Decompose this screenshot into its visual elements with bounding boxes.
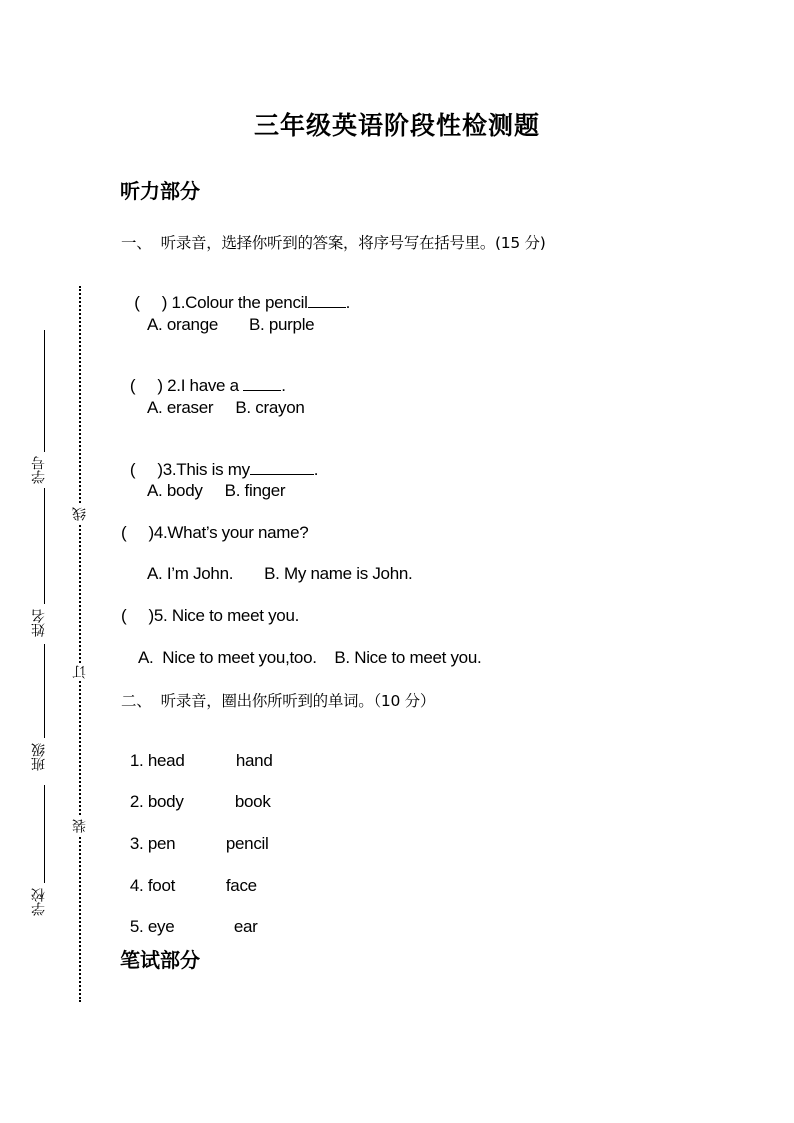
- mount-label: 装: [72, 819, 88, 833]
- binding-label: 订: [72, 665, 88, 679]
- word-item: [121, 856, 257, 896]
- word-item: [121, 814, 269, 854]
- part2-instruction: 二、 听录音，圈出你所听到的单词。（10 分）: [121, 692, 436, 710]
- question-5: ( )5. Nice to meet you.: [121, 606, 300, 625]
- class-label: 班级: [31, 743, 47, 771]
- word-item: [121, 897, 258, 937]
- word-option-a: foot: [147, 876, 176, 895]
- school-underline: [44, 785, 45, 883]
- question-4-options: A. I’m John. B. My name is John.: [147, 564, 413, 583]
- question-3-stem: ( )3.This is my: [129, 460, 250, 479]
- item-number: 4.: [129, 876, 144, 895]
- question-5-options: A. Nice to meet you,too. B. Nice to meet you.: [138, 648, 482, 667]
- question-2-options: A. eraser B. crayon: [147, 398, 305, 417]
- question-1-end: .: [345, 293, 351, 312]
- name-label: 姓名: [31, 609, 47, 637]
- page-title: 三年级英语阶段性检测题: [253, 111, 540, 140]
- word-item: [121, 731, 273, 771]
- part1-instruction: 一、 听录音，选择你听到的答案，将序号写在括号里。(15 分): [121, 234, 546, 252]
- question-2-stem: ( ) 2.I have a: [129, 376, 244, 395]
- word-item: [121, 772, 271, 812]
- item-number: 2.: [129, 792, 144, 811]
- binding-dotted-line: [79, 286, 81, 1002]
- question-1-stem: ( ) 1.Colour the pencil: [129, 293, 308, 312]
- writing-heading: 笔试部分: [120, 948, 200, 972]
- word-option-a: body: [147, 792, 184, 811]
- question-2: [121, 356, 286, 396]
- item-number: 1.: [129, 751, 144, 770]
- item-number: 5.: [129, 917, 144, 936]
- question-3: [121, 440, 318, 480]
- question-4: ( )4.What’s your name?: [121, 523, 309, 542]
- question-3-options: A. body B. finger: [147, 481, 286, 500]
- listening-heading: 听力部分: [120, 179, 200, 203]
- word-option-a: head: [147, 751, 185, 770]
- student-id-underline: [44, 330, 45, 452]
- question-2-end: .: [281, 376, 286, 395]
- answer-blank: [243, 376, 281, 391]
- item-number: 3.: [129, 834, 144, 853]
- word-option-a: pen: [147, 834, 176, 853]
- cut-line-label: 线: [72, 507, 88, 521]
- question-1-options: A. orange B. purple: [147, 315, 315, 334]
- word-option-b: face: [225, 876, 257, 895]
- school-label: 学校: [31, 888, 47, 916]
- word-option-b: pencil: [225, 834, 269, 853]
- name-underline: [44, 488, 45, 604]
- word-option-b: book: [234, 792, 271, 811]
- answer-blank: [250, 460, 314, 475]
- answer-blank: [308, 293, 346, 308]
- word-option-b: hand: [235, 751, 273, 770]
- question-1: [121, 273, 350, 313]
- word-option-a: eye: [147, 917, 175, 936]
- question-3-end: .: [313, 460, 319, 479]
- student-id-label: 学号: [31, 456, 47, 484]
- word-option-b: ear: [233, 917, 258, 936]
- class-underline: [44, 644, 45, 738]
